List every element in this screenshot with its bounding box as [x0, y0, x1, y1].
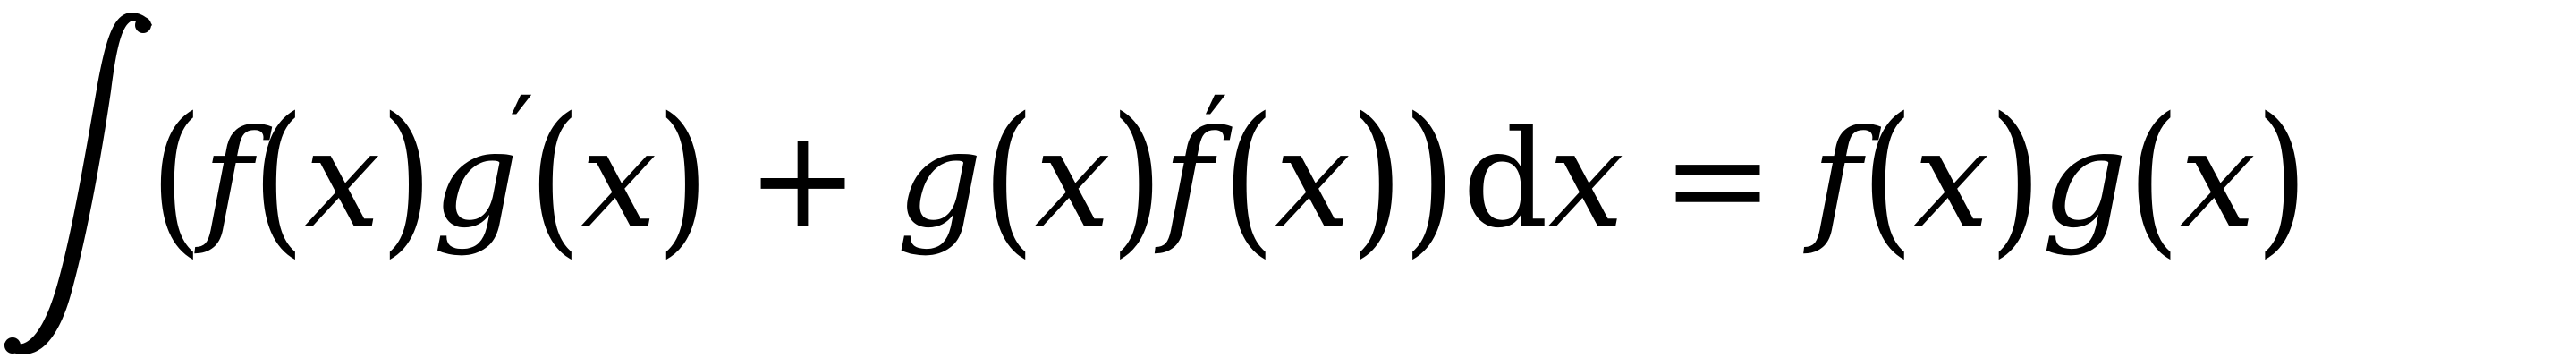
equals-operator: = [1661, 102, 1775, 258]
variable-f: f [1811, 102, 1861, 258]
prime-mark: ′ [1203, 74, 1228, 199]
open-paren: ( [982, 83, 1035, 274]
integral-sign-icon [0, 0, 152, 358]
variable-x: x [1034, 102, 1111, 258]
variable-x: x [1548, 102, 1624, 258]
prime-mark: ′ [509, 74, 535, 199]
close-paren: ) [2255, 83, 2309, 274]
plus-operator: + [746, 102, 860, 258]
variable-f: f [202, 102, 253, 258]
open-paren: ( [529, 83, 581, 274]
close-paren: ) [1351, 83, 1403, 274]
variable-f: f [1163, 102, 1213, 258]
formula-expression [150, 74, 2309, 283]
variable-x: x [1913, 102, 1990, 258]
variable-g: g [896, 102, 983, 258]
open-paren: ( [150, 83, 203, 274]
open-paren: ( [1860, 83, 1914, 274]
close-paren: ) [1110, 83, 1164, 274]
close-paren: ) [1989, 83, 2042, 274]
variable-x: x [304, 102, 381, 258]
close-paren: ) [1402, 83, 1456, 274]
variable-g: g [432, 102, 519, 258]
variable-g: g [2041, 102, 2128, 258]
variable-x: x [580, 102, 657, 258]
variable-x: x [2180, 102, 2256, 258]
variable-x: x [1275, 102, 1351, 258]
close-paren: ) [380, 83, 433, 274]
differential-d: d [1462, 102, 1549, 258]
open-paren: ( [1222, 83, 1275, 274]
close-paren: ) [657, 83, 709, 274]
open-paren: ( [2127, 83, 2181, 274]
open-paren: ( [252, 83, 305, 274]
